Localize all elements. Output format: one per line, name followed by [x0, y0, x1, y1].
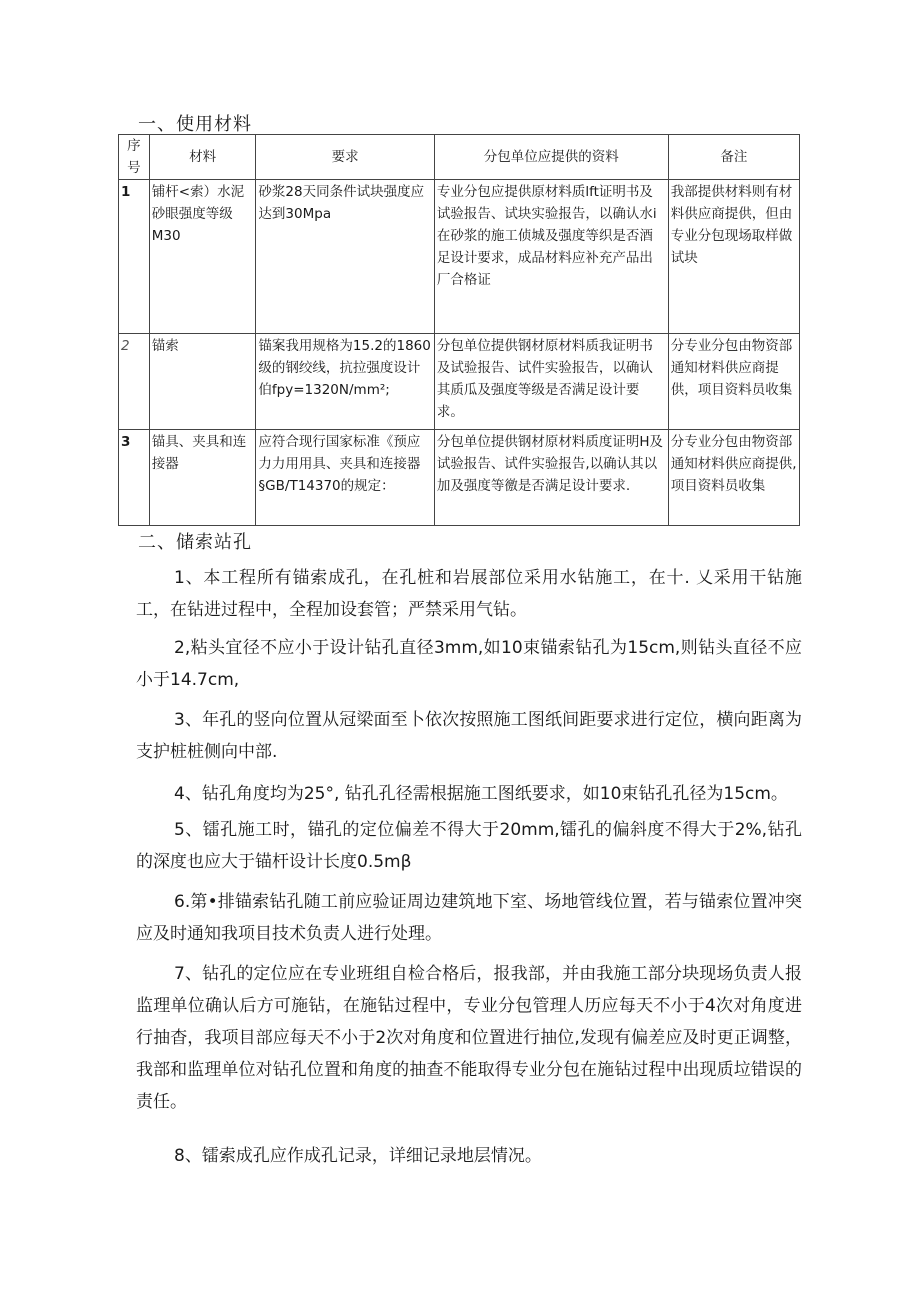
row-documents: 分包单位提供钢材原材料质度证明H及试验报告、试件实验报告,以确认其以加及强度等徼是否满足设计要求. — [434, 430, 668, 526]
row-no: 2 — [119, 334, 150, 430]
paragraph-5: 5、镭孔施工时，锚孔的定位偏差不得大于20mm,镭孔的偏斜度不得大于2%,钻孔的深度也应大于锚杆设计长度0.5mβ — [136, 820, 802, 872]
section2-title: 二、储索站孔 — [138, 532, 252, 553]
paragraph-7: 7、钻孔的定位应在专业班组自检合格后，报我部，并由我施工部分块现场负责人报监理单位确认后方可施钻，在施钻过程中，专业分包管理人历应每天不小于4次对角度进行抽杳，我项目部应每天不小于2次对角度和位置进行抽位,发现有偏差应及时更正调整，我部和监理单位对钻孔位置和角度的抽查不能取得专业分包在施钻过程中出现质垃错误的责任。 — [136, 964, 802, 1112]
row-note: 分专业分包由物资部通知材料供应商提供，项目资料员收集 — [668, 334, 799, 430]
header-requirement: 要求 — [256, 135, 434, 180]
header-note: 备注 — [668, 135, 799, 180]
row-note: 我部提供材料则有材料供应商提供，但由专业分包现场取样做试块 — [668, 180, 799, 334]
row-requirement: 砂浆28天同条件试块强度应达到30Mpa — [256, 180, 434, 334]
table-row — [119, 334, 800, 430]
table-header-row — [119, 135, 800, 180]
materials-table — [118, 134, 800, 526]
paragraph-8: 8、镭索成孔应作成孔记录，详细记录地层情况。 — [174, 1146, 542, 1166]
paragraph-6: 6.第•排锚索钻孔随工前应验证周边建筑地下室、场地管线位置，若与锚索位置冲突应及时通知我项目技术负责人进行处理。 — [136, 892, 802, 944]
paragraph-2: 2,粘头宜径不应小于设计钻孔直径3mm,如10束锚索钻孔为15cm,则钻头直径不应小于14.7cm, — [136, 638, 802, 690]
row-material: 锚具、夹具和连接器 — [149, 430, 256, 526]
table-row — [119, 430, 800, 526]
row-requirement: 应符合现行国家标准《预应力力用用具、夹具和连接器§GB/T14370的规定： — [256, 430, 434, 526]
row-material: 铺杆<索）水泥砂眼强度等级M30 — [149, 180, 256, 334]
row-no: 3 — [119, 430, 150, 526]
row-requirement: 锚案我用规格为15.2的1860级的钢绞线，抗拉强度设计伯fpy=1320N/mm²; — [256, 334, 434, 430]
row-material: 锚索 — [149, 334, 256, 430]
table-row — [119, 180, 800, 334]
header-no: 序号 — [119, 135, 150, 180]
row-documents: 专业分包应提供原材料质lft证明书及试验报告、试块实验报告，以确认水i在砂浆的施工侦城及强度等织是否酒足设计要求，成品材料应补充产品出厂合格证 — [434, 180, 668, 334]
paragraph-1: 1、本工程所有锚索成孔，在孔桩和岩展部位采用水钻施工，在十. 乂采用干钻施工，在钻进过程中，全程加设套管；严禁采用气钻。 — [136, 568, 802, 620]
row-note: 分专业分包由物资部通知材料供应商提供,项目资料员收集 — [668, 430, 799, 526]
row-documents: 分包单位提供钢材原材料质我证明书及试验报告、试件实验报告，以确认其质瓜及强度等级是否满足设计要求。 — [434, 334, 668, 430]
paragraph-4: 4、钻孔角度均为25°, 钻孔孔径需根据施工图纸要求，如10束钻孔孔径为15cm。 — [174, 784, 788, 804]
header-documents: 分包单位应提供的资料 — [434, 135, 668, 180]
paragraph-3: 3、年孔的竖向位置从冠梁面至卜依次按照施工图纸间距要求进行定位，横向距离为支护桩桩侧向中部. — [136, 710, 802, 762]
header-material: 材料 — [149, 135, 256, 180]
section1-title: 一、使用材料 — [138, 114, 252, 135]
row-no: 1 — [119, 180, 150, 334]
